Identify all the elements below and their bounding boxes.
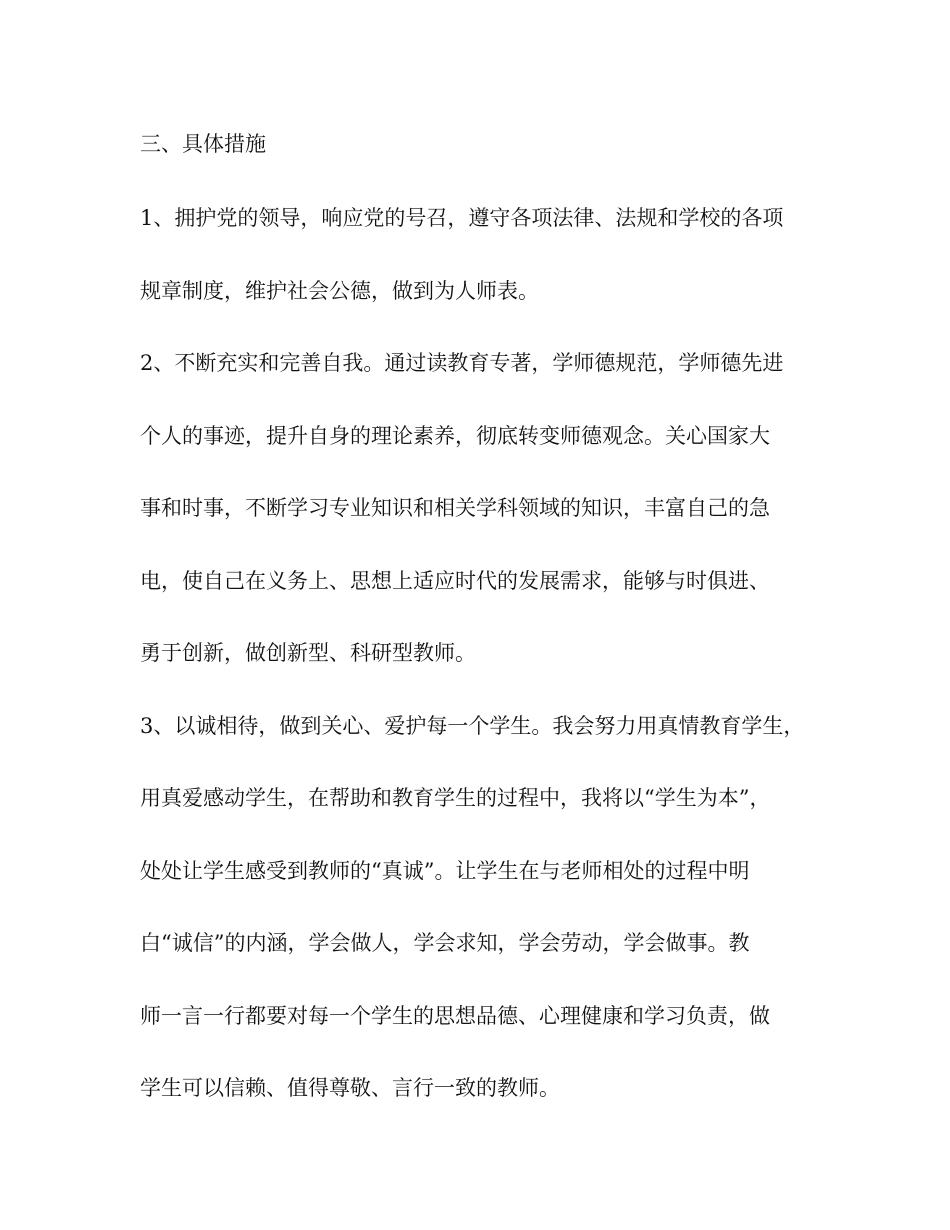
- paragraph-line: 个人的事迹，提升自身的理论素养，彻底转变师德观念。关心国家大: [140, 424, 770, 448]
- paragraph-line: 处处让学生感受到教师的“真诚”。让学生在与老师相处的过程中明: [140, 859, 750, 883]
- paragraph-line: 勇于创新，做创新型、科研型教师。: [140, 641, 476, 665]
- paragraph-line: 白“诚信”的内涵，学会做人，学会求知，学会劳动，学会做事。教: [140, 931, 750, 955]
- paragraph-line: 学生可以信赖、值得尊敬、言行一致的教师。: [140, 1076, 560, 1100]
- paragraph-line: 规章制度，维护社会公德，做到为人师表。: [140, 279, 539, 303]
- section-heading: 三、具体措施: [140, 132, 266, 156]
- paragraph-line: 电，使自己在义务上、思想上适应时代的发展需求，能够与时俱进、: [140, 569, 770, 593]
- paragraph-line: 用真爱感动学生，在帮助和教育学生的过程中，我将以“学生为本”，: [140, 786, 771, 810]
- paragraph-line: 3、以诚相待，做到关心、爱护每一个学生。我会努力用真情教育学生，: [140, 714, 805, 738]
- paragraph-line: 师一言一行都要对每一个学生的思想品德、心理健康和学习负责，做: [140, 1004, 770, 1028]
- paragraph-line: 2、不断充实和完善自我。通过读教育专著，学师德规范，学师德先进: [140, 351, 784, 375]
- paragraph-line: 事和时事，不断学习专业知识和相关学科领域的知识，丰富自己的急: [140, 496, 770, 520]
- paragraph-line: 1、拥护党的领导，响应党的号召，遵守各项法律、法规和学校的各项: [140, 206, 784, 230]
